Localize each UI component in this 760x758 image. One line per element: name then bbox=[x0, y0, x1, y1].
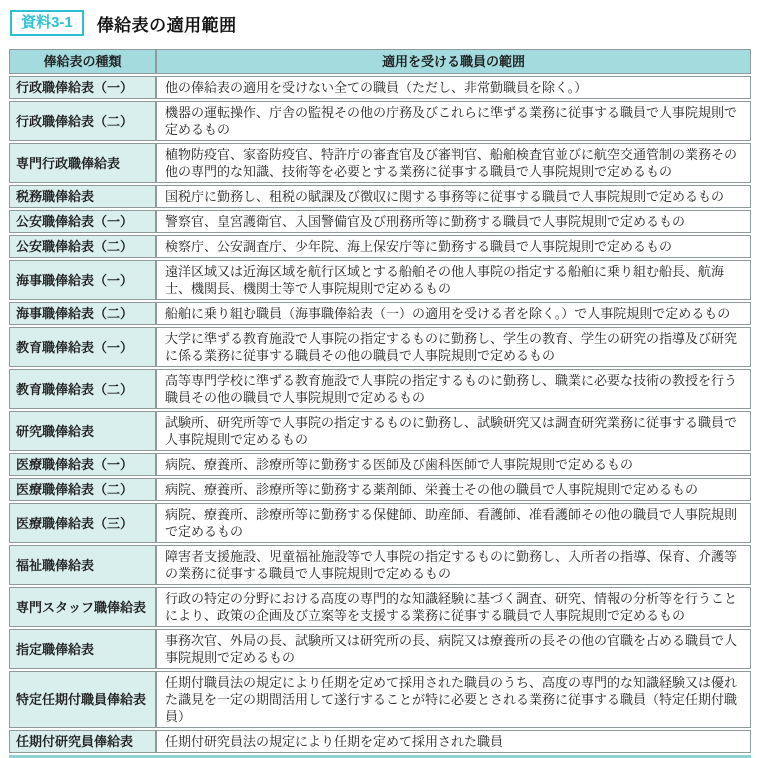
salary-table-scope: 遠洋区域又は近海区域を航行区域とする船舶その他人事院の指定する船舶に乗り組む船長、航海士、機関長、機関士等で人事院規則で定めるもの bbox=[156, 260, 751, 300]
salary-table-scope: 試験所、研究所等で人事院の指定するものに勤務し、試験研究又は調査研究業務に従事する職員で人事院規則で定めるもの bbox=[156, 411, 751, 451]
salary-table-type: 行政職俸給表（一） bbox=[9, 76, 156, 99]
salary-table-scope: 病院、療養所、診療所等に勤務する薬剤師、栄養士その他の職員で人事院規則で定めるもの bbox=[156, 478, 751, 501]
salary-table-type: 医療職俸給表（一） bbox=[9, 453, 156, 476]
salary-table-type: 指定職俸給表 bbox=[9, 629, 156, 669]
salary-table-scope: 行政の特定の分野における高度の専門的な知識経験に基づく調査、研究、情報の分析等を行うことにより、政策の企画及び立案等を支援する業務に従事する職員で人事院規則で定めるもの bbox=[156, 587, 751, 627]
salary-table-scope: 機器の運転操作、庁舎の監視その他の庁務及びこれらに準ずる業務に従事する職員で人事院規則で定めるもの bbox=[156, 101, 751, 141]
salary-table-scope: 事務次官、外局の長、試験所又は研究所の長、病院又は療養所の長その他の官職を占める職員で人事院規則で定めるもの bbox=[156, 629, 751, 669]
salary-table-scope: 高等専門学校に準ずる教育施設で人事院の指定するものに勤務し、職業に必要な技術の教授を行う職員その他の職員で人事院規則で定めるもの bbox=[156, 369, 751, 409]
salary-table-type: 海事職俸給表（二） bbox=[9, 302, 156, 325]
salary-table-type: 福祉職俸給表 bbox=[9, 545, 156, 585]
salary-table-scope: 大学に準ずる教育施設で人事院の指定するものに勤務し、学生の教育、学生の研究の指導及び研究に係る業務に従事する職員その他の職員で人事院規則で定めるもの bbox=[156, 327, 751, 367]
table-row bbox=[9, 235, 751, 258]
table-row bbox=[9, 503, 751, 543]
document-header bbox=[10, 10, 751, 36]
table-row bbox=[9, 671, 751, 728]
salary-table-type: 医療職俸給表（三） bbox=[9, 503, 156, 543]
salary-table-type: 医療職俸給表（二） bbox=[9, 478, 156, 501]
table-header-row bbox=[9, 49, 751, 74]
salary-table-type: 教育職俸給表（二） bbox=[9, 369, 156, 409]
table-row bbox=[9, 101, 751, 141]
salary-table-type: 専門行政職俸給表 bbox=[9, 143, 156, 183]
table-row bbox=[9, 260, 751, 300]
salary-table-type: 海事職俸給表（一） bbox=[9, 260, 156, 300]
column-header-scope: 適用を受ける職員の範囲 bbox=[156, 49, 751, 74]
salary-table-type: 税務職俸給表 bbox=[9, 185, 156, 208]
salary-table-scope: 国税庁に勤務し、租税の賦課及び徴収に関する事務等に従事する職員で人事院規則で定めるもの bbox=[156, 185, 751, 208]
table-row bbox=[9, 730, 751, 753]
table-row bbox=[9, 76, 751, 99]
table-row bbox=[9, 210, 751, 233]
salary-table-scope: 検察庁、公安調査庁、少年院、海上保安庁等に勤務する職員で人事院規則で定めるもの bbox=[156, 235, 751, 258]
table-row bbox=[9, 478, 751, 501]
salary-table-scope: 病院、療養所、診療所等に勤務する医師及び歯科医師で人事院規則で定めるもの bbox=[156, 453, 751, 476]
salary-table-type: 任期付研究員俸給表 bbox=[9, 730, 156, 753]
salary-table-type: 行政職俸給表（二） bbox=[9, 101, 156, 141]
table-row bbox=[9, 545, 751, 585]
salary-table-type: 教育職俸給表（一） bbox=[9, 327, 156, 367]
salary-table-container bbox=[9, 47, 751, 758]
table-row bbox=[9, 185, 751, 208]
salary-table-scope: 病院、療養所、診療所等に勤務する保健師、助産師、看護師、准看護師その他の職員で人事院規則で定めるもの bbox=[156, 503, 751, 543]
salary-table-type: 公安職俸給表（一） bbox=[9, 210, 156, 233]
page-title: 俸給表の適用範囲 bbox=[96, 15, 237, 35]
salary-table-scope: 船舶に乗り組む職員（海事職俸給表（一）の適用を受ける者を除く。）で人事院規則で定めるもの bbox=[156, 302, 751, 325]
salary-table-scope: 任期付職員法の規定により任期を定めて採用された職員のうち、高度の専門的な知識経験又は優れた識見を一定の期間活用して遂行することが特に必要とされる業務に従事する職員（特定任期付職員） bbox=[156, 671, 751, 728]
salary-table-scope: 他の俸給表の適用を受けない全ての職員（ただし、非常勤職員を除く。） bbox=[156, 76, 751, 99]
salary-table-scope: 任期付研究員法の規定により任期を定めて採用された職員 bbox=[156, 730, 751, 753]
table-row bbox=[9, 453, 751, 476]
salary-table-type: 専門スタッフ職俸給表 bbox=[9, 587, 156, 627]
salary-table bbox=[9, 47, 751, 755]
salary-table-type: 公安職俸給表（二） bbox=[9, 235, 156, 258]
salary-table-type: 特定任期付職員俸給表 bbox=[9, 671, 156, 728]
table-row bbox=[9, 143, 751, 183]
salary-table-scope: 植物防疫官、家畜防疫官、特許庁の審査官及び審判官、船舶検査官並びに航空交通管制の業務その他の専門的な知識、技術等を必要とする業務に従事する職員で人事院規則で定めるもの bbox=[156, 143, 751, 183]
material-number-badge: 資料3-1 bbox=[10, 10, 84, 36]
salary-table-type: 研究職俸給表 bbox=[9, 411, 156, 451]
table-row bbox=[9, 302, 751, 325]
column-header-type: 俸給表の種類 bbox=[9, 49, 156, 74]
salary-table-scope: 障害者支援施設、児童福祉施設等で人事院の指定するものに勤務し、入所者の指導、保育、介護等の業務に従事する職員で人事院規則で定めるもの bbox=[156, 545, 751, 585]
salary-table-scope: 警察官、皇宮護衛官、入国警備官及び刑務所等に勤務する職員で人事院規則で定めるもの bbox=[156, 210, 751, 233]
table-row bbox=[9, 327, 751, 367]
table-row bbox=[9, 411, 751, 451]
table-row bbox=[9, 587, 751, 627]
table-row bbox=[9, 369, 751, 409]
table-row bbox=[9, 629, 751, 669]
